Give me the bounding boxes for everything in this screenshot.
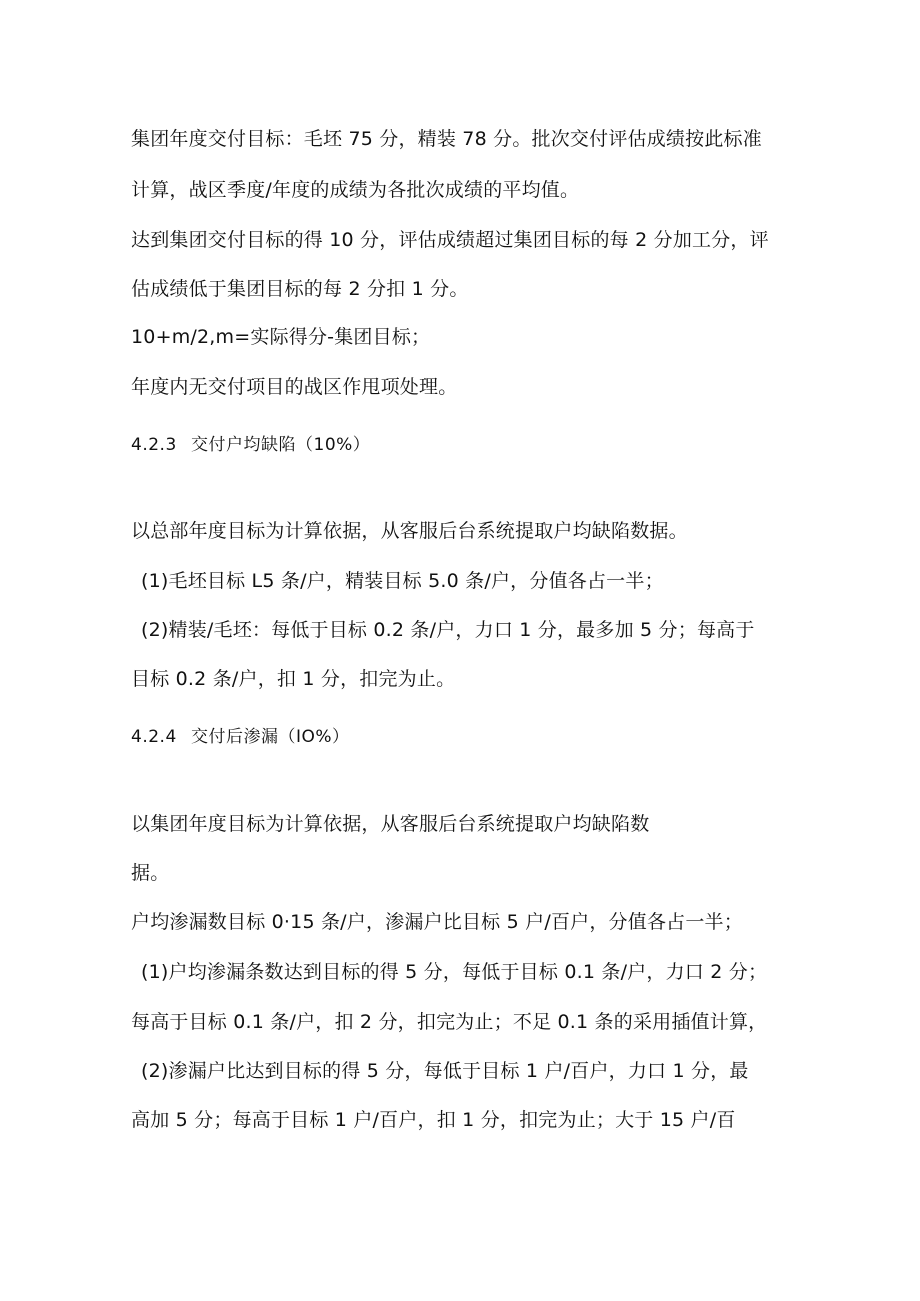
- section-heading-4-2-3: [131, 433, 370, 457]
- section-heading-4-2-4: [131, 725, 350, 749]
- section-title: 交付后渗漏（IO%）: [191, 727, 350, 747]
- paragraph-line: 年度内无交付项目的战区作甩项处理。: [131, 376, 458, 398]
- paragraph-line: 目标 0.2 条/户，扣 1 分，扣完为止。: [131, 668, 456, 690]
- section-title: 交付户均缺陷（10%）: [191, 435, 371, 455]
- section-number: 4.2.4: [131, 727, 177, 747]
- paragraph-line: 以集团年度目标为计算依据，从客服后台系统提取户均缺陷数: [131, 813, 650, 835]
- list-item: (2)渗漏户比达到目标的得 5 分，每低于目标 1 户/百户，力口 1 分，最: [141, 1060, 749, 1082]
- paragraph-line: 每高于目标 0.1 条/户，扣 2 分，扣完为止；不足 0.1 条的采用插值计算，: [131, 1011, 768, 1033]
- paragraph-line: 计算，战区季度/年度的成绩为各批次成绩的平均值。: [131, 179, 580, 201]
- paragraph-line: 据。: [131, 862, 170, 884]
- list-item: (1)毛坯目标 L5 条/户，精装目标 5.0 条/户，分值各占一半；: [141, 570, 664, 592]
- list-item: (2)精装/毛坯：每低于目标 0.2 条/户，力口 1 分，最多加 5 分；每高于: [141, 619, 755, 641]
- paragraph-line: 估成绩低于集团目标的每 2 分扣 1 分。: [131, 278, 469, 300]
- section-number: 4.2.3: [131, 435, 177, 455]
- formula-line: 10+m/2,m=实际得分-集团目标；: [131, 326, 431, 348]
- list-item: (1)户均渗漏条数达到目标的得 5 分，每低于目标 0.1 条/户，力口 2 分；: [141, 961, 768, 983]
- paragraph-line: 达到集团交付目标的得 10 分，评估成绩超过集团目标的每 2 分加工分，评: [131, 229, 769, 251]
- paragraph-line: 以总部年度目标为计算依据，从客服后台系统提取户均缺陷数据。: [131, 520, 688, 542]
- paragraph-line: 集团年度交付目标：毛坯 75 分，精装 78 分。批次交付评估成绩按此标准: [131, 128, 762, 150]
- paragraph-line: 户均渗漏数目标 0·15 条/户，渗漏户比目标 5 户/百户，分值各占一半；: [131, 911, 743, 933]
- paragraph-line: 高加 5 分；每高于目标 1 户/百户，扣 1 分，扣完为止；大于 15 户/百: [131, 1109, 736, 1131]
